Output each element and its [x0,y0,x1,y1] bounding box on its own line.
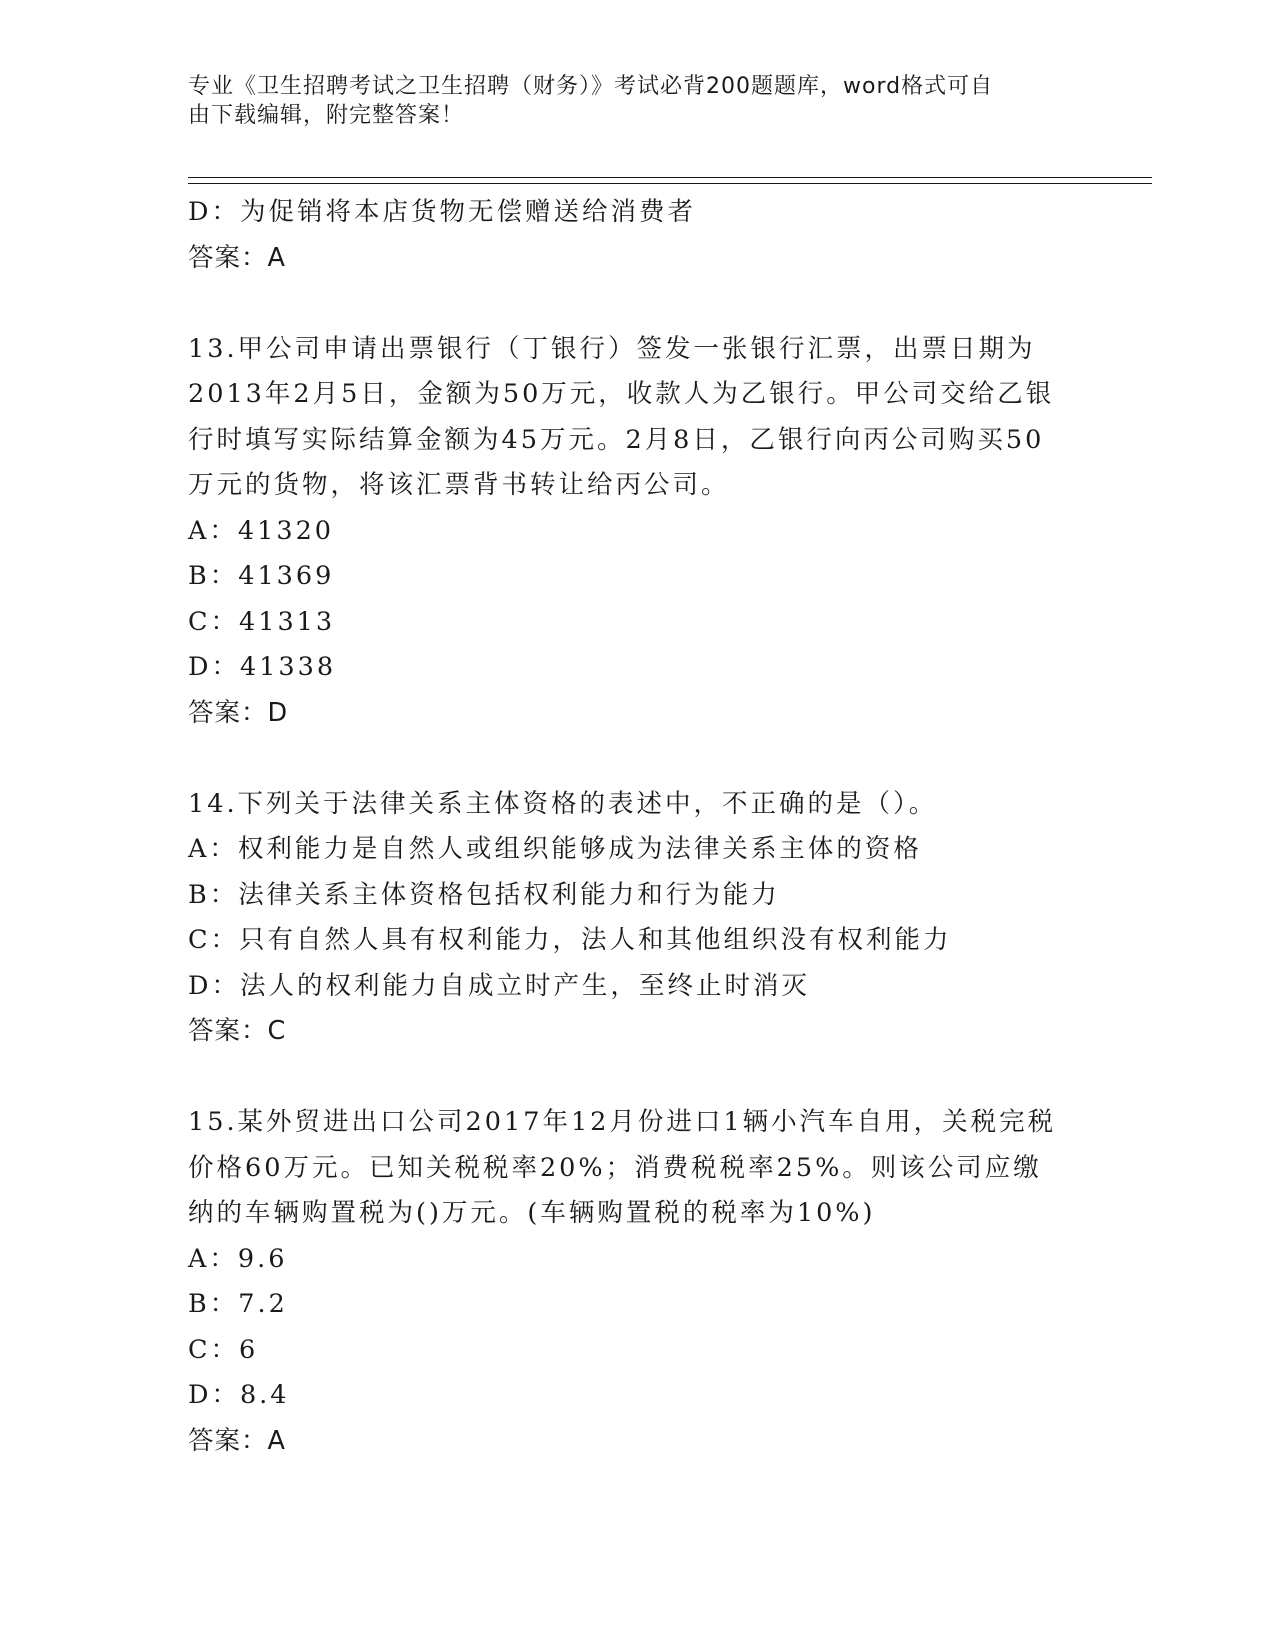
question-stem-line: 价格60万元。已知关税税率20%；消费税税率25%。则该公司应缴 [188,1152,1042,1183]
header-line-2: 由下载编辑，附完整答案！ [188,103,465,128]
question-stem-line: 2013年2月5日，金额为50万元，收款人为乙银行。甲公司交给乙银 [188,379,1055,409]
option-a: A：41320 [188,515,335,546]
option-c: C：6 [188,1334,259,1365]
answer-line: 答案：C [188,1016,287,1046]
document-body [188,190,1088,1464]
question-stem-line: 15.某外贸进出口公司2017年12月份进口1辆小汽车自用，关税完税 [188,1107,1057,1137]
option-c: C：41313 [188,606,336,637]
question-stem-line: 14.下列关于法律关系主体资格的表述中，不正确的是（）。 [188,788,938,819]
option-b: B：7.2 [188,1289,288,1319]
option-b: B：41369 [188,561,335,591]
answer-line: 答案：A [188,1425,286,1456]
previous-question-tail [188,190,1088,281]
option-c: C：只有自然人具有权利能力，法人和其他组织没有权利能力 [188,925,952,955]
answer-line: 答案：A [188,242,286,273]
question-13 [188,327,1088,737]
question-stem-line: 纳的车辆购置税为()万元。(车辆购置税的税率为10%) [188,1198,876,1228]
question-stem-line: 13.甲公司申请出票银行（丁银行）签发一张银行汇票，出票日期为 [188,333,1036,364]
spacer [188,281,1088,327]
question-stem-line: 行时填写实际结算金额为45万元。2月8日，乙银行向丙公司购买50 [188,424,1045,455]
answer-line: 答案：D [188,697,289,728]
option-b: B：法律关系主体资格包括权利能力和行为能力 [188,879,780,910]
header-rule-top [188,177,1152,178]
header-line-1: 专业《卫生招聘考试之卫生招聘（财务）》考试必背200题题库，word格式可自 [188,74,994,99]
option-d: D：为促销将本店货物无偿赠送给消费者 [188,197,696,227]
question-15 [188,1100,1088,1464]
option-d: D：法人的权利能力自成立时产生，至终止时消灭 [188,970,810,1001]
document-header [188,72,1068,130]
option-a: A：权利能力是自然人或组织能够成为法律关系主体的资格 [188,834,922,864]
question-stem-line: 万元的货物，将该汇票背书转让给丙公司。 [188,470,730,500]
header-rule-bottom [188,183,1152,184]
spacer [188,736,1088,782]
option-d: D：8.4 [188,1380,290,1410]
option-d: D：41338 [188,652,337,682]
question-14 [188,782,1088,1055]
spacer [188,1055,1088,1101]
option-a: A：9.6 [188,1243,288,1274]
